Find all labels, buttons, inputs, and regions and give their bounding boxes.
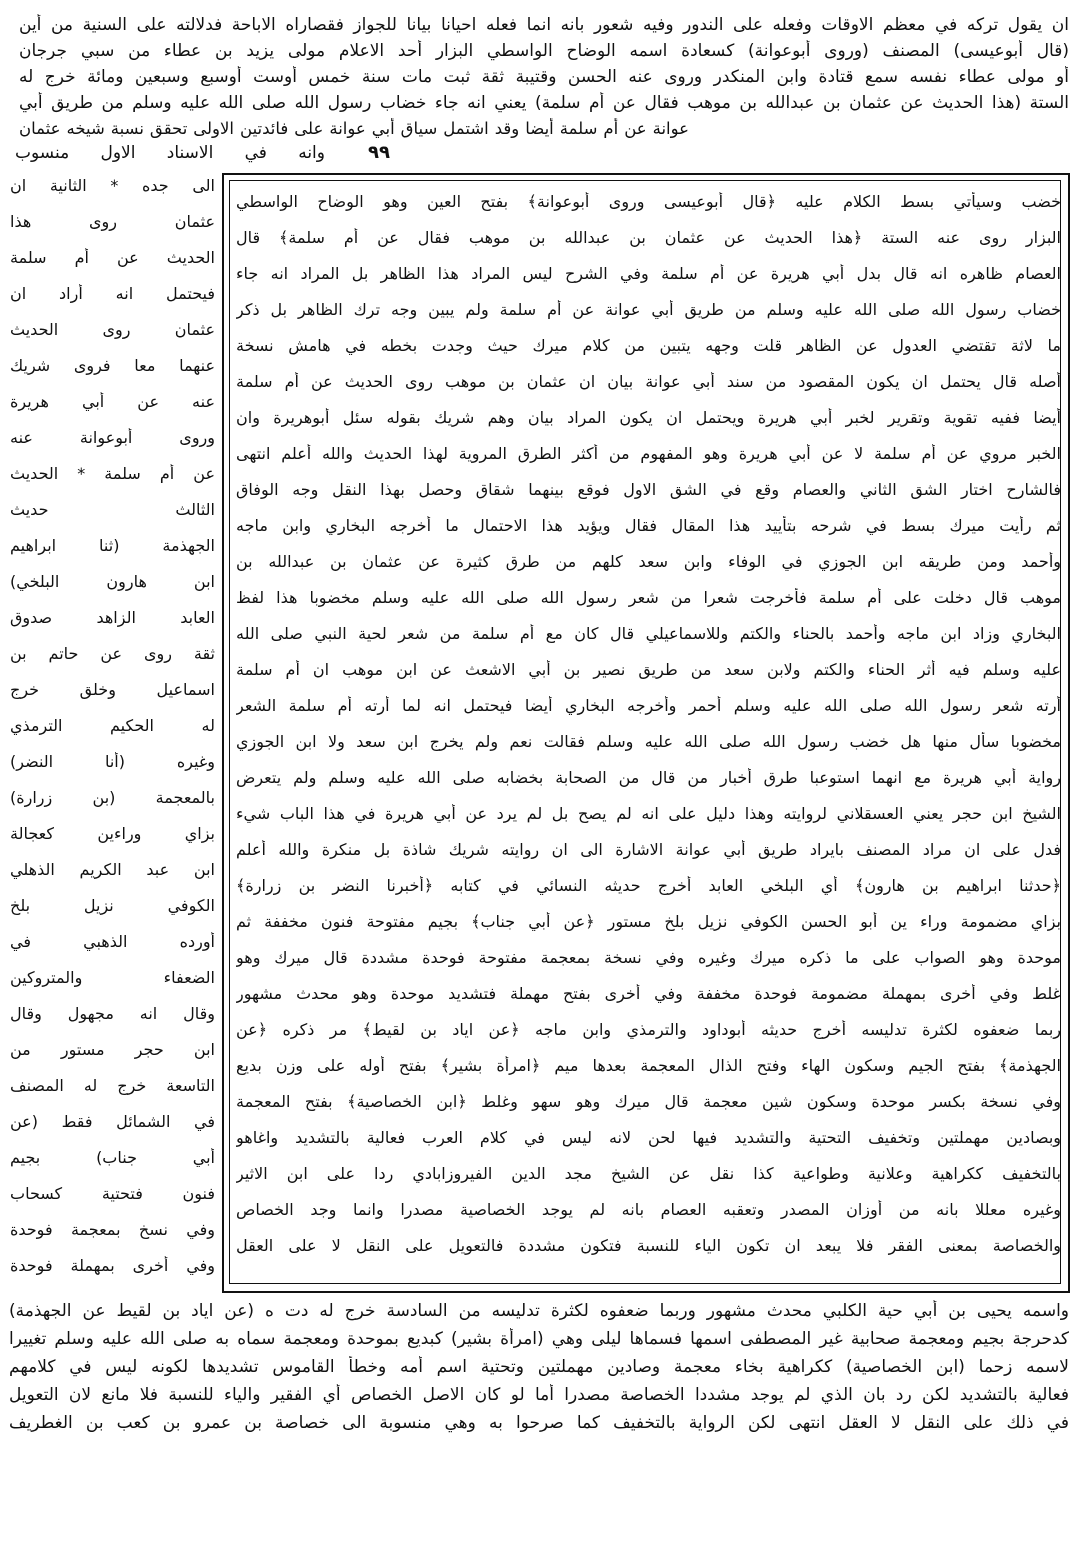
text-line: وأحمد ومن طريقه ابن الجوزي في الوفاء وابن سعد كلهم من طرق كثيرة عن عثمان بن عبدالله بن [236, 552, 1061, 571]
text-line: ان يقول تركه في معظم الاوقات وفعله على الندور وفيه شعور بانه انما فعله احيانا بيانا للجواز فقصاراه الاباحة فدلالته على السنية من أين [19, 15, 1069, 35]
text-line: ﴿حدثنا ابراهيم بن هارون﴾ أي البلخي العابد أخرج حديثه النسائي في كتابه ﴿أخبرنا النضر بن زرارة﴾ [236, 876, 1061, 895]
text-line: وغيره معللا بانه من أوزان المصدر وتعقبه العصام بانه لم يوجد الخصاصية مصدرا وانما وجد الخصاص [236, 1200, 1061, 1219]
text-line: ثقة روى عن حاتم بن [10, 644, 215, 663]
text-line: عثمان روى الحديث [10, 320, 215, 339]
text-line: في ذلك على النقل لا العقل انتهى لكن الرواية بالتخفيف كما صرحوا به وهي منسوبة الى خصاصة بن عمرو بن كعب بن الغطريف [9, 1413, 1069, 1433]
text-line: ثم رأيت ميرك بسط في شرحه بتأييد هذا المقال فقال ويؤيد هذا الاحتمال ما أخرجه البخاري وابن ماجه [236, 516, 1061, 535]
text-line: أورده الذهبي في [10, 932, 215, 951]
text-line: وبصادين مهملتين وتخفيف التحتية والتشديد فيها لحن لانه ليس في كلام العرب فعالية بالتشديد واغاهو [236, 1128, 1061, 1147]
text-line: ابن عبد الكريم الذهلي [10, 860, 215, 879]
text-line: عنهما معا فروى شريك [10, 356, 215, 375]
text-line: الكوفي نزيل بلخ [10, 896, 215, 915]
text-line: له الحكيم الترمذي [10, 716, 215, 735]
text-line: العابد الزاهد صدوق [10, 608, 215, 627]
text-line: عثمان روى هذا [10, 212, 215, 231]
text-line: الجهذمة﴾ بفتح الجيم وسكون الهاء وفتح الذال المعجمة بعدها ميم ﴿امرأة بشير﴾ بفتح أوله على وزن بديع [236, 1056, 1061, 1075]
page-number: ٩٩ [368, 142, 390, 163]
text-line: ابن حجر مستور من [10, 1040, 215, 1059]
text-line: عن أم سلمة * الحديث [10, 464, 215, 483]
text-line: خضب وسيأتي بسط الكلام عليه ﴿قال أبوعيسى وروى أبوعوانة﴾ بفتح العين وهو الوضاح الواسطي [236, 192, 1061, 211]
text-line: خضاب رسول الله صلى الله عليه وسلم من طريق أبي عوانة عن أم سلمة ولم يبين وجه ترك الظاهر بل ذكر [236, 300, 1061, 319]
text-line: فعالية بالتشديد لكن رد بان الذي لم يوجد مشددا الخصاصة مصدرا أما لو كان الاصل الخصاص أي الفقير والياء للنسبة فلا مانع لان التعويل [9, 1385, 1069, 1405]
text-line: أبي جناب) بجيم [10, 1148, 215, 1167]
text-line: الحديث عن أم سلمة [10, 248, 215, 267]
text-line: لاسمه زحما (ابن الخصاصية) ككراهية بخاء معجمة وصادين مهملتين وتحتية اسم أمه وخطأ القاموس تشديدها لكونه ليس في كلامهم [9, 1357, 1069, 1377]
text-line: وفي نسخ بمعجمة فوحدة [10, 1220, 215, 1239]
text-line: فنون فتحتية كسحاب [10, 1184, 215, 1203]
text-line: بالمعجمة (بن زرارة) [10, 788, 215, 807]
text-line: موحدة وهو الصواب على ما ذكره ميرك وغيره وفي نسخة بمعجمة مفتوحة فوحدة مشددة قال ميرك وهو [236, 948, 1061, 967]
text-line: وقال انه مجهول وقال [10, 1004, 215, 1023]
text-line: بزاي مضمومة وراء ين أبو الحسن الكوفي نزيل بلخ مستور ﴿عن أبي جناب﴾ بجيم مفتوحة فنون مخففة ثم [236, 912, 1061, 931]
text-line: عليه وسلم فيه أثر الحناء والكتم ولابن سعد من طريق نصير بن أبي الاشعث عن ابن موهب ان أم سلمة [236, 660, 1061, 679]
text-line: بزاي وراءين كعجالة [10, 824, 215, 843]
text-line: الثالث حديث [10, 500, 215, 519]
text-line: التاسعة خرج له المصنف [10, 1076, 215, 1095]
text-line: ما لاثة تقتضي العدول عن الظاهر قلت وجهه يتبين من كلام ميرك حيث وجدت بخطه في هامش نسخة [236, 336, 1061, 355]
text-line: (قال أبوعيسى) المصنف (وروى أبوعوانة) كسعادة اسمه الوضاح الواسطي البزار أحد الاعلام مولى يزيد بن عطاء من سبي جرجان [19, 41, 1069, 61]
text-line: الخبر مروي عن أم سلمة لا عن أبي هريرة وهو المفهوم من أكثر الطرق المروية لهذا الحديث والله أعلم انتهى [236, 444, 1061, 463]
text-line: وغيره (أنا النضر) [10, 752, 215, 771]
text-line: أو مولى عطاء نفسه سمع قتادة وابن المنكدر وروى عنه الحسن وقتيبة ثقة ثبت مات سنة خمس أوست أوسبع وسبعين ومائة خرج له [19, 67, 1069, 87]
text-line: وفي نسخة بكسر موحدة وسكون شين معجمة قال ميرك وهو سهو وغلط ﴿ابن الخصاصية﴾ بفتح المعجمة [236, 1092, 1061, 1111]
text-line: موهب قال دخلت على أم سلمة فأخرجت شعرا من شعر رسول الله صلى الله عليه وسلم مخضوبا هذا لفظ [236, 588, 1061, 607]
text-line: البخاري وزاد ابن ماجه وأحمد بالحناء والكتم وللاسماعيلي قال كان مع أم سلمة من شعر لحية النبي صلى الله [236, 624, 1061, 643]
text-line: الضعفاء والمتروكين [10, 968, 215, 987]
text-line: وانه في الاسناد الاول منسوب [15, 143, 325, 163]
text-line: وروى أبوعوانة عنه [10, 428, 215, 447]
text-line: واسمه يحيى بن أبي حية الكلبي محدث مشهور وربما ضعفوه لكثرة تدليسه من السادسة خرج له دت ه (عن اياد بن لقيط عن الجهذمة) [9, 1301, 1069, 1321]
text-line: أصله قال يحتمل ان يكون المقصود من سند أبي عوانة بيان ان عثمان بن موهب روى الحديث عن أم سلمة [236, 372, 1061, 391]
text-line: فيحتمل انه أراد ان [10, 284, 215, 303]
text-line: رواية أبي هريرة مع انهما استوعبا طرق أخبار من قال من الصحابة بخضابه صلى الله عليه وسلم ولم يتعرض [236, 768, 1061, 787]
text-line: الستة (هذا الحديث عن عثمان بن عبدالله بن موهب فقال عن أم سلمة) يعني انه جاء خضاب رسول الله صلى الله عليه وسلم من طريق أبي [19, 93, 1069, 113]
text-line: العصام ظاهره انه قال بدل أبي هريرة عن أم سلمة وفي الشرح ليس المراد هذا الظاهر بل المراد انه جاء [236, 264, 1061, 283]
text-line: الجهذمة (ثنا ابراهيم [10, 536, 215, 555]
text-line: كدحرجة بجيم ومعجمة صحابية غير المصطفى اسمها فسماها ليلى وهي (امرأة بشير) كبديع بموحدة ومعجمة سماه به صلى الله عليه وسلم تغييرا [9, 1329, 1069, 1349]
text-line: بالتخفيف ككراهية وعلانية وطواعية كذا نقل عن الشيخ مجد الدين الفيروزابادي ردا على ابن الاثير [236, 1164, 1061, 1183]
text-line: الى جده * الثانية ان [10, 176, 215, 195]
text-line: أيضا ففيه تقوية وتقرير لخبر أبي هريرة ويحتمل ان يكون المراد بيان وهم شريك بقوله سئل أبوهريرة وان [236, 408, 1061, 427]
text-line: مخضوبا سأل منها هل خضب رسول الله صلى الله عليه وسلم فقالت نعم ولم يخرج ابن سعد ولا ابن الجوزي [236, 732, 1061, 751]
text-line: ابن هارون البلخي) [10, 572, 215, 591]
text-line: الشيخ ابن حجر يعني العسقلاني لروايته وهذا دليل على انه لم يصح بل لم يرد عن أبي هريرة في هذا الباب شيء [236, 804, 1061, 823]
text-line: أرته شعر رسول الله صلى الله عليه وسلم أحمر وأخرجه البخاري أيضا فيحتمل انه لما أرته أم سلمة الشعر [236, 696, 1061, 715]
text-line: عنه عن أبي هريرة [10, 392, 215, 411]
text-line: فالشارح اختار الشق الثاني والعصام وقع في الشق الاول فوقع بينهما شقاق وحصل بهذا النقل وجه الوفاق [236, 480, 1061, 499]
text-line: وفي أخرى بمهملة فوحدة [10, 1256, 215, 1275]
text-line: اسماعيل وخلق خرج [10, 680, 215, 699]
text-line: البزار روى عنه الستة ﴿هذا الحديث عن عثمان بن عبدالله بن موهب فقال عن أم سلمة﴾ قال [236, 228, 1061, 247]
text-line: في الشمائل فقط (عن [10, 1112, 215, 1131]
text-line: عوانة عن أم سلمة أيضا وقد اشتمل سياق أبي عوانة على فائدتين الاولى تحقق نسبة شيخه عثمان [19, 119, 689, 138]
text-line: فدل على ان مراد المصنف بايراد طريق أبي عوانة الاشارة الى ان روايته شريك شاذة بل منكرة والله أعلم [236, 840, 1061, 859]
text-line: والخصاصة بمعنى الفقر فلا يبعد ان تكون الياء للنسبة فتكون مشددة فالتعويل على النقل لا على العقل [236, 1236, 1061, 1255]
text-line: ربما ضعفوه لكثرة تدليسه أخرج حديثه أبوداود والترمذي وابن ماجه ﴿عن اياد بن لقيط﴾ مر ذكره ﴿عن [236, 1020, 1061, 1039]
text-line: غلط وفي أخرى بمهملة مضمومة فوحدة مخففة وفي أخرى بفتح مهملة فتشديد موحدة وهو محدث مشهور [236, 984, 1061, 1003]
